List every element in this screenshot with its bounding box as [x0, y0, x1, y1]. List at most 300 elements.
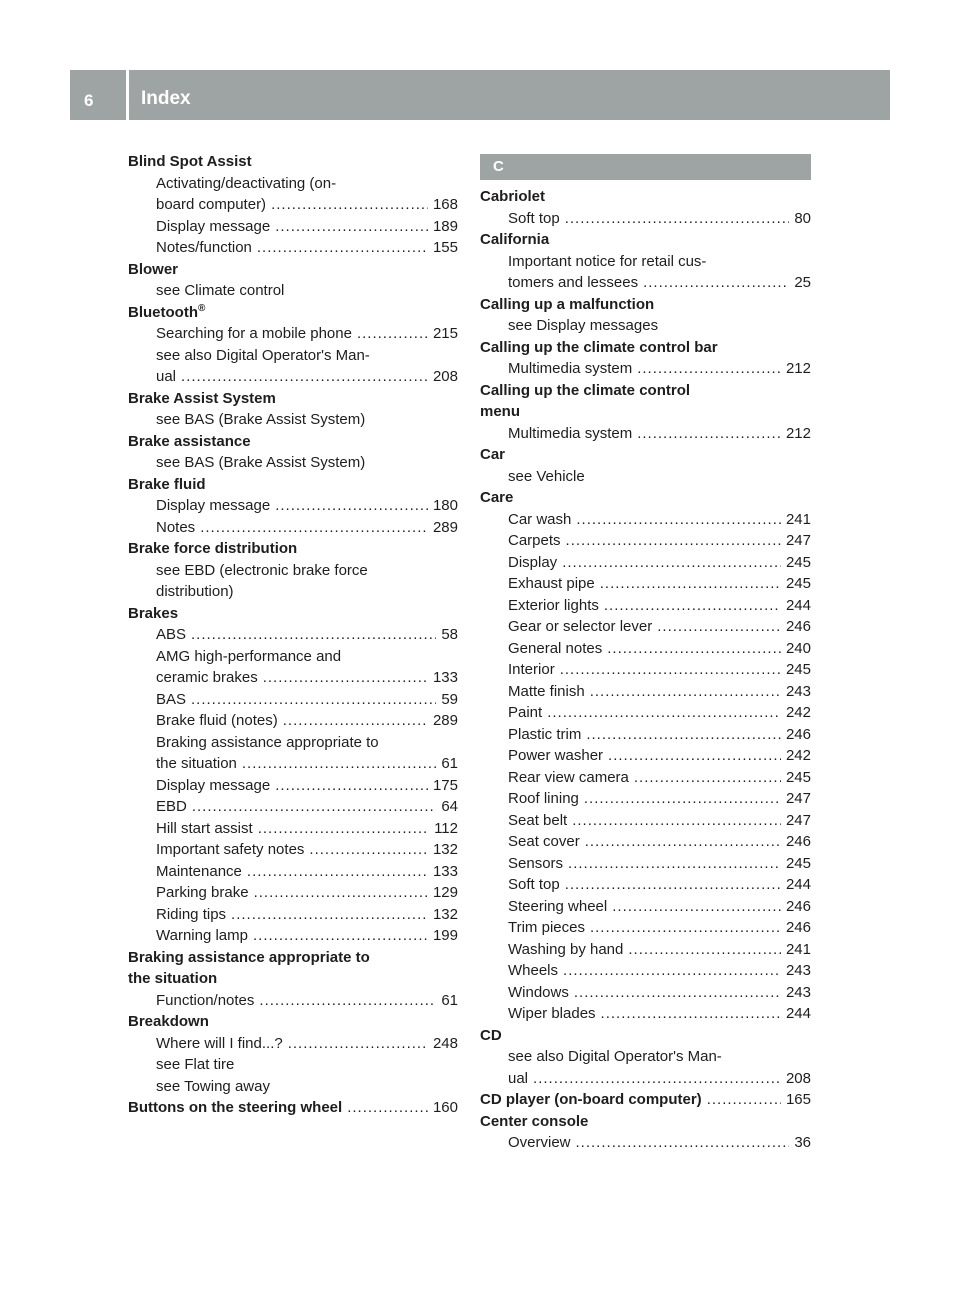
page-ref: 58	[441, 626, 458, 643]
subentry-text: Searching for a mobile phone	[156, 325, 352, 342]
index-heading-text: Center console	[480, 1112, 589, 1130]
page-ref: 61	[441, 991, 458, 1009]
subentry-text: Where will I find...?	[156, 1034, 283, 1052]
page-ref: 242	[785, 747, 811, 764]
subentry-text: Rear view camera	[508, 768, 629, 786]
subentry-text: see BAS (Brake Assist System)	[156, 454, 366, 471]
subentry-text: Sensors	[508, 854, 564, 872]
leader-dots	[584, 788, 781, 810]
header-divider	[126, 70, 129, 120]
index-subentry	[128, 667, 458, 689]
index-entries-right	[480, 186, 811, 1154]
index-subentry	[128, 1054, 458, 1076]
leader-dots	[590, 917, 781, 939]
leader-dots	[191, 624, 436, 646]
leader-dots	[275, 216, 428, 238]
leader-dots	[707, 1089, 781, 1111]
index-subentry	[128, 345, 458, 367]
index-heading	[128, 302, 458, 324]
subentry-text: Exhaust pipe	[508, 575, 595, 592]
page-ref: 242	[785, 704, 811, 721]
leader-dots	[572, 810, 781, 832]
leader-dots	[357, 323, 428, 345]
subentry-text: ceramic brakes	[156, 669, 258, 686]
page-ref: 199	[432, 927, 458, 944]
page-ref: 244	[785, 876, 811, 893]
index-subentry	[480, 251, 811, 273]
index-entry	[128, 603, 458, 947]
subentry-text: Matte finish	[508, 682, 585, 700]
page-ref: 246	[785, 618, 811, 635]
index-subentry	[480, 745, 811, 767]
index-heading-text: Care	[480, 489, 514, 506]
subentry-text: Interior	[508, 661, 555, 678]
index-heading	[128, 151, 458, 173]
page-ref: 243	[785, 962, 811, 979]
page-ref: 247	[785, 811, 811, 829]
leader-dots	[568, 853, 781, 875]
subentry-text: Windows	[508, 983, 569, 1001]
index-subentry	[480, 616, 811, 638]
index-heading	[480, 294, 811, 316]
index-entry	[128, 388, 458, 431]
page-ref: 247	[785, 532, 811, 549]
index-subentry	[128, 882, 458, 904]
leader-dots	[637, 358, 781, 380]
subentry-text: Function/notes	[156, 991, 255, 1009]
index-subentry	[128, 280, 458, 302]
index-subentry	[480, 315, 811, 337]
index-heading	[128, 603, 458, 625]
index-subentry	[128, 646, 458, 668]
leader-dots	[257, 237, 428, 259]
index-heading	[480, 229, 811, 251]
leader-dots	[192, 796, 436, 818]
index-entry	[128, 151, 458, 259]
page-ref: 246	[785, 725, 811, 743]
index-entry	[480, 444, 811, 487]
page-ref: 289	[432, 518, 458, 536]
leader-dots	[634, 767, 781, 789]
subentry-text: see Vehicle	[508, 467, 585, 485]
index-subentry	[128, 452, 458, 474]
page-ref: 64	[441, 798, 458, 815]
index-subentry	[480, 659, 811, 681]
page-ref: 243	[785, 983, 811, 1001]
page-ref: 80	[794, 209, 811, 227]
index-heading-text: CD player (on-board computer)	[480, 1091, 702, 1108]
leader-dots	[608, 745, 781, 767]
leader-dots	[200, 517, 428, 539]
index-subentry	[128, 1076, 458, 1098]
index-subentry	[480, 1068, 811, 1090]
index-column-right	[480, 154, 811, 1154]
page-ref: 241	[785, 510, 811, 528]
index-heading	[480, 487, 811, 509]
index-subentry	[128, 818, 458, 840]
leader-dots	[275, 775, 428, 797]
index-heading	[128, 431, 458, 453]
leader-dots	[533, 1068, 781, 1090]
index-subentry	[128, 409, 458, 431]
index-subentry	[480, 874, 811, 896]
page-ref: 245	[785, 575, 811, 592]
index-subentry	[480, 1046, 811, 1068]
index-heading-text: Calling up the climate control	[480, 381, 691, 399]
leader-dots	[612, 896, 781, 918]
page-ref: 25	[794, 274, 811, 291]
page-ref: 212	[785, 424, 811, 442]
index-subentry	[480, 896, 811, 918]
index-subentry	[128, 237, 458, 259]
index-column-left	[128, 151, 458, 1119]
page-ref: 244	[785, 1005, 811, 1022]
index-subentry	[128, 495, 458, 517]
page-ref: 244	[785, 596, 811, 614]
page-ref: 168	[432, 196, 458, 213]
subentry-text: Display	[508, 553, 558, 571]
subentry-text: Display message	[156, 776, 271, 794]
index-subentry	[128, 323, 458, 345]
subentry-text: Carpets	[508, 532, 561, 549]
page-ref: 289	[432, 712, 458, 729]
index-heading	[128, 388, 458, 410]
leader-dots	[604, 595, 781, 617]
subentry-text: Seat belt	[508, 811, 568, 829]
page-ref: 175	[432, 776, 458, 794]
subentry-text: Brake fluid (notes)	[156, 712, 278, 729]
index-heading	[480, 186, 811, 208]
index-subentry	[480, 960, 811, 982]
index-entry	[480, 401, 811, 444]
index-subentry	[480, 982, 811, 1004]
subentry-text: Notes/function	[156, 239, 252, 256]
subentry-text: Steering wheel	[508, 897, 608, 915]
subentry-text: Notes	[156, 518, 196, 536]
leader-dots	[254, 882, 428, 904]
index-heading	[128, 538, 458, 560]
index-heading	[480, 1111, 811, 1133]
index-entry	[128, 259, 458, 302]
leader-dots	[347, 1097, 428, 1119]
index-entry	[128, 1097, 458, 1119]
index-heading	[128, 1097, 458, 1119]
index-heading	[480, 401, 811, 423]
index-subentry	[128, 775, 458, 797]
index-subentry	[480, 702, 811, 724]
leader-dots	[562, 552, 781, 574]
leader-dots	[586, 724, 781, 746]
index-subentry	[128, 689, 458, 711]
index-heading	[128, 474, 458, 496]
leader-dots	[565, 208, 790, 230]
subentry-text: Plastic trim	[508, 725, 582, 743]
index-entry	[480, 337, 811, 380]
subentry-text: EBD	[156, 798, 187, 815]
index-heading-text: Blower	[128, 260, 179, 278]
index-heading-text: Breakdown	[128, 1013, 209, 1030]
index-subentry	[128, 173, 458, 195]
leader-dots	[563, 960, 781, 982]
index-entry	[128, 474, 458, 539]
page-ref: 243	[785, 682, 811, 700]
leader-dots	[258, 818, 429, 840]
index-heading-text: Brake Assist System	[128, 389, 276, 407]
leader-dots	[288, 1033, 428, 1055]
index-subentry	[128, 990, 458, 1012]
page-ref: 132	[432, 841, 458, 858]
subentry-text: Power washer	[508, 747, 604, 764]
page-ref: 160	[432, 1099, 458, 1116]
leader-dots	[607, 638, 781, 660]
page-ref: 245	[785, 553, 811, 571]
index-subentry	[480, 853, 811, 875]
page-ref: 133	[432, 669, 458, 686]
leader-dots	[259, 990, 436, 1012]
index-subentry	[128, 216, 458, 238]
leader-dots	[565, 874, 781, 896]
index-heading-text: Brake force distribution	[128, 540, 298, 557]
page-ref: 132	[432, 905, 458, 923]
index-subentry	[480, 1003, 811, 1025]
leader-dots	[600, 573, 781, 595]
index-subentry	[480, 788, 811, 810]
subentry-text: Activating/deactivating (on-	[156, 174, 337, 192]
index-heading-text: Calling up the climate control bar	[480, 338, 718, 356]
leader-dots	[585, 831, 781, 853]
index-subentry	[480, 939, 811, 961]
index-subentry	[128, 581, 458, 603]
index-heading-text: Bluetooth®	[128, 302, 206, 321]
index-subentry	[128, 710, 458, 732]
subentry-text: Gear or selector lever	[508, 618, 653, 635]
leader-dots	[628, 939, 781, 961]
leader-dots	[271, 194, 428, 216]
subentry-text: Important safety notes	[156, 841, 305, 858]
index-subentry	[128, 753, 458, 775]
index-subentry	[480, 552, 811, 574]
index-subentry	[128, 366, 458, 388]
page-ref: 133	[432, 862, 458, 880]
subentry-text: Multimedia system	[508, 360, 633, 377]
leader-dots	[560, 659, 781, 681]
subentry-text: Display message	[156, 497, 271, 514]
page-ref: 155	[432, 239, 458, 256]
index-heading	[480, 380, 811, 402]
page-ref: 208	[785, 1069, 811, 1087]
index-entry	[128, 538, 458, 603]
subentry-text: Parking brake	[156, 884, 249, 901]
subentry-text: ABS	[156, 626, 187, 643]
subentry-text: Soft top	[508, 876, 560, 893]
index-subentry	[128, 839, 458, 861]
index-subentry	[480, 1132, 811, 1154]
subentry-text: Maintenance	[156, 862, 242, 880]
index-subentry	[128, 517, 458, 539]
page-ref: 245	[785, 854, 811, 872]
subentry-text: distribution)	[156, 583, 234, 600]
index-subentry	[480, 595, 811, 617]
page-ref: 165	[785, 1091, 811, 1108]
page-header	[70, 70, 890, 120]
index-subentry	[128, 796, 458, 818]
leader-dots	[181, 366, 428, 388]
subentry-text: Washing by hand	[508, 940, 624, 958]
page-ref: 215	[432, 325, 458, 342]
index-entry	[128, 947, 458, 969]
index-entry	[480, 229, 811, 294]
leader-dots	[643, 272, 789, 294]
leader-dots	[247, 861, 428, 883]
leader-dots	[263, 667, 428, 689]
index-subentry	[480, 724, 811, 746]
page-ref: 180	[432, 497, 458, 514]
leader-dots	[601, 1003, 781, 1025]
index-subentry	[480, 573, 811, 595]
index-subentry	[480, 638, 811, 660]
index-heading-text: menu	[480, 403, 521, 420]
subentry-text: Soft top	[508, 209, 560, 227]
subentry-text: General notes	[508, 639, 603, 657]
subentry-text: ual	[156, 368, 177, 385]
index-entry	[128, 431, 458, 474]
index-subentry	[128, 732, 458, 754]
page-ref: 112	[434, 819, 458, 837]
leader-dots	[309, 839, 428, 861]
subentry-text: Braking assistance appropriate to	[156, 733, 379, 751]
leader-dots	[657, 616, 781, 638]
index-entry	[128, 968, 458, 1011]
index-subentry	[480, 423, 811, 445]
index-heading-text: CD	[480, 1026, 502, 1044]
index-subentry	[480, 272, 811, 294]
leader-dots	[574, 982, 781, 1004]
leader-dots	[231, 904, 428, 926]
index-subentry	[480, 767, 811, 789]
index-entry	[128, 302, 458, 388]
page-ref: 245	[785, 768, 811, 786]
index-subentry	[128, 925, 458, 947]
index-subentry	[128, 1033, 458, 1055]
subentry-text: Riding tips	[156, 905, 227, 923]
page-ref: 246	[785, 833, 811, 850]
leader-dots	[275, 495, 428, 517]
subentry-text: BAS	[156, 690, 187, 708]
page-ref: 240	[785, 639, 811, 657]
page-ref: 36	[794, 1134, 811, 1151]
subentry-text: Hill start assist	[156, 819, 253, 837]
index-entry	[480, 186, 811, 229]
subentry-text: see also Digital Operator's Man-	[156, 346, 370, 364]
index-heading-text: Brakes	[128, 604, 179, 622]
subentry-text: Wheels	[508, 962, 559, 979]
index-heading-text: Blind Spot Assist	[128, 153, 252, 170]
leader-dots	[576, 509, 781, 531]
subentry-text: AMG high-performance and	[156, 647, 342, 665]
page-ref: 208	[432, 368, 458, 385]
subentry-text: see Towing away	[156, 1077, 270, 1095]
page-ref: 246	[785, 897, 811, 915]
leader-dots	[547, 702, 781, 724]
index-heading-text: Calling up a malfunction	[480, 295, 655, 313]
subentry-text: see also Digital Operator's Man-	[508, 1048, 722, 1065]
index-subentry	[480, 917, 811, 939]
subentry-text: the situation	[156, 755, 237, 772]
index-subentry	[480, 466, 811, 488]
index-entry	[480, 1111, 811, 1154]
page-ref: 212	[785, 360, 811, 377]
subentry-text: Wiper blades	[508, 1005, 596, 1022]
index-entry	[480, 1089, 811, 1111]
subentry-text: see EBD (electronic brake force	[156, 561, 368, 579]
index-heading	[128, 1011, 458, 1033]
index-heading-text: Cabriolet	[480, 188, 546, 205]
page-ref: 241	[785, 940, 811, 958]
subentry-text: Exterior lights	[508, 596, 599, 614]
subentry-text: Multimedia system	[508, 424, 633, 442]
page-ref: 189	[432, 217, 458, 235]
index-heading-text: Braking assistance appropriate to	[128, 948, 370, 966]
index-heading	[480, 337, 811, 359]
index-heading-text: California	[480, 231, 550, 248]
page-ref: 61	[441, 755, 458, 772]
page-ref: 246	[785, 919, 811, 936]
index-heading	[128, 968, 458, 990]
index-heading-text: the situation	[128, 970, 218, 987]
subentry-text: Car wash	[508, 510, 572, 528]
index-entry	[480, 1025, 811, 1090]
subentry-text: see Climate control	[156, 282, 285, 299]
index-heading	[480, 1025, 811, 1047]
index-entry	[480, 380, 811, 402]
subentry-text: Important notice for retail cus-	[508, 252, 707, 270]
index-heading	[480, 1089, 811, 1111]
leader-dots	[242, 753, 436, 775]
page-ref: 129	[432, 884, 458, 901]
index-subentry	[480, 208, 811, 230]
index-subentry	[128, 624, 458, 646]
index-subentry	[128, 861, 458, 883]
leader-dots	[566, 530, 781, 552]
index-subentry	[480, 358, 811, 380]
subentry-text: see BAS (Brake Assist System)	[156, 411, 366, 428]
page-ref: 247	[785, 790, 811, 807]
index-subentry	[480, 810, 811, 832]
page-ref: 245	[785, 661, 811, 678]
index-heading	[480, 444, 811, 466]
subentry-text: ual	[508, 1069, 529, 1087]
index-subentry	[480, 509, 811, 531]
index-subentry	[480, 681, 811, 703]
subentry-text: see Display messages	[508, 317, 659, 334]
leader-dots	[590, 681, 781, 703]
leader-dots	[191, 689, 436, 711]
index-entry	[480, 487, 811, 1025]
index-subentry	[480, 530, 811, 552]
index-heading	[128, 947, 458, 969]
index-subentry	[128, 194, 458, 216]
index-subentry	[480, 831, 811, 853]
subentry-text: Display message	[156, 217, 271, 235]
index-entry	[480, 294, 811, 337]
subentry-text: board computer)	[156, 196, 267, 213]
index-heading-text: Car	[480, 446, 506, 463]
leader-dots	[637, 423, 781, 445]
index-entry	[128, 1011, 458, 1097]
page-ref: 248	[432, 1034, 458, 1052]
index-heading	[128, 259, 458, 281]
index-heading-text: Brake assistance	[128, 432, 251, 450]
